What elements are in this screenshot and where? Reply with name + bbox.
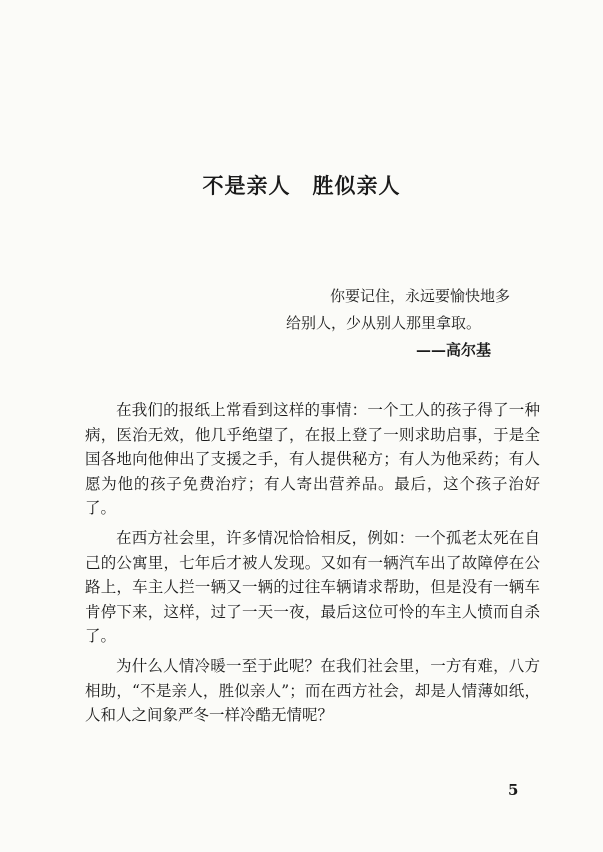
body-text [85, 398, 540, 733]
page-title: 不是亲人 胜似亲人 [202, 173, 401, 198]
epigraph-line-2: 给别人，少从别人那里拿取。 [286, 314, 482, 332]
paragraph-2: 在西方社会里，许多情况恰恰相反，例如：一个孤老太死在自己的公寓里，七年后才被人发现。又如有一辆汽车出了故障停在公路上，车主人拦一辆又一辆的过往车辆请求帮助，但是没有一辆车肯停下来，这样，过了一天一夜，最后这位可怜的车主人愤而自杀了。 [85, 528, 540, 646]
paragraph-1: 在我们的报纸上常看到这样的事情：一个工人的孩子得了一种病，医治无效，他几乎绝望了，在报上登了一则求助启事，于是全国各地向他伸出了支援之手，有人提供秘方；有人为他采药；有人愿为他的孩子免费治疗；有人寄出营养品。最后，这个孩子治好了。 [85, 401, 540, 518]
epigraph-line-1: 你要记住，永远要愉快地多 [330, 287, 511, 305]
epigraph [286, 283, 550, 364]
paragraph-3: 为什么人情冷暖一至于此呢？在我们社会里，一方有难，八方相助，“不是亲人，胜似亲人”；而在西方社会，却是人情薄如纸，人和人之间象严冬一样冷酷无情呢？ [85, 656, 540, 725]
epigraph-attribution: ——高尔基 [416, 341, 492, 359]
page-number: 5 [508, 781, 519, 799]
